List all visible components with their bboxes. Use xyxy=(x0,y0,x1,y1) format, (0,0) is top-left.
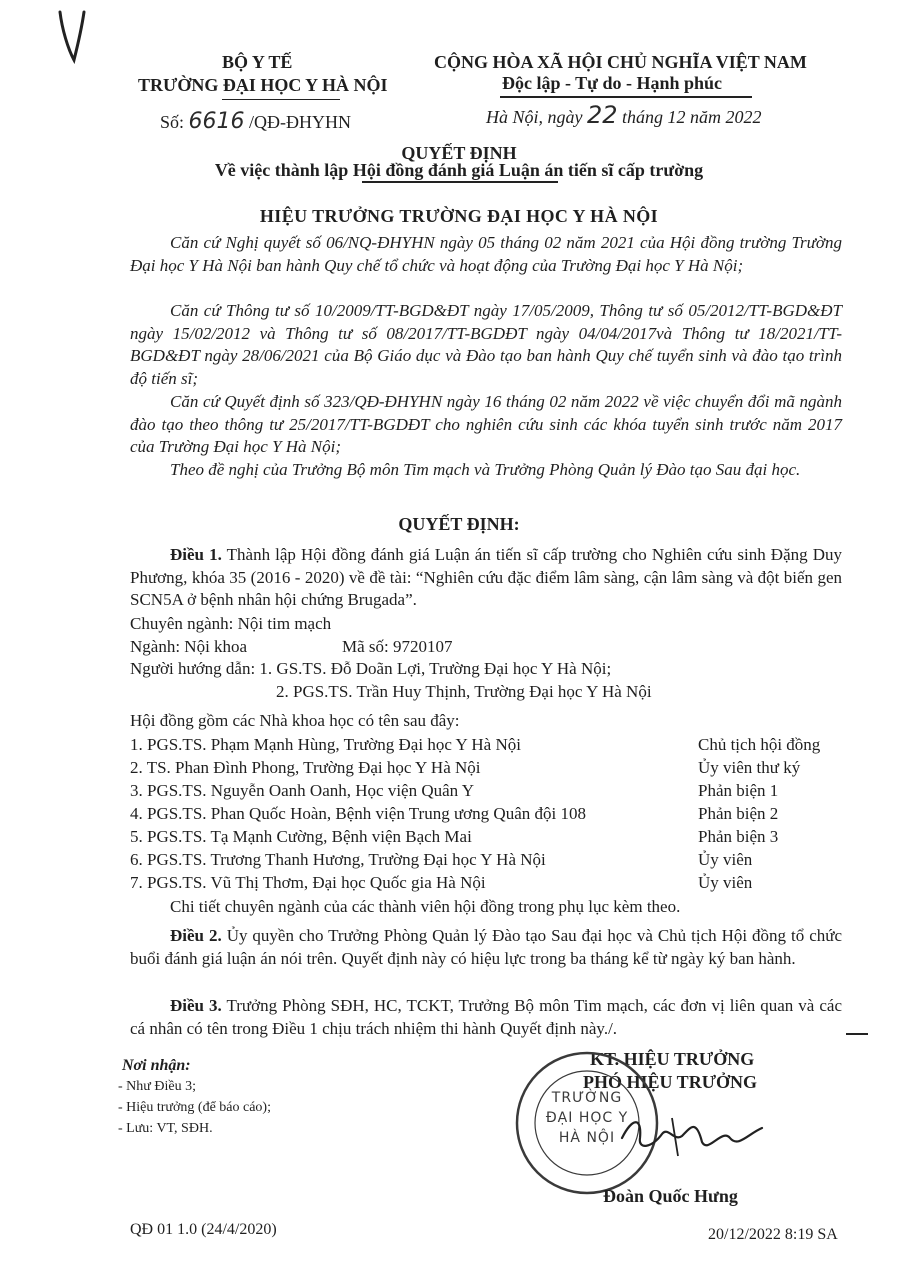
document-number xyxy=(160,109,351,134)
article-1 xyxy=(130,544,842,612)
appendix-note: Chi tiết chuyên ngành của các thành viên hội đồng trong phụ lục kèm theo. xyxy=(170,897,681,916)
field-code: Mã số: 9720107 xyxy=(342,637,453,656)
signature-line-2: PHÓ HIỆU TRƯỞNG xyxy=(583,1072,758,1092)
member-name: 5. PGS.TS. Tạ Mạnh Cường, Bệnh viện Bạch Mai xyxy=(130,827,472,846)
member-role: Ủy viên thư ký xyxy=(698,758,801,777)
basis-paragraph-1: Căn cứ Nghị quyết số 06/NQ-ĐHYHN ngày 05 tháng 02 năm 2021 của Hội đồng trường Trường Đại học Y Hà Nội ban hành Quy chế tổ chức và hoạt động của Trường Đại học Y Hà Nội; xyxy=(130,233,842,275)
member-role: Phản biện 2 xyxy=(698,804,779,823)
ministry-name: BỘ Y TẾ xyxy=(222,52,293,72)
motto-underline xyxy=(500,96,752,98)
form-code: QĐ 01 1.0 (24/4/2020) xyxy=(130,1221,277,1238)
recipients-heading: Nơi nhận: xyxy=(122,1057,191,1074)
seal-text-line: HÀ NỘI xyxy=(558,1130,616,1146)
decision-heading: QUYẾT ĐỊNH: xyxy=(398,514,520,534)
basis-paragraph-4: Theo đề nghị của Trưởng Bộ môn Tim mạch và Trưởng Phòng Quản lý Đào tạo Sau đại học. xyxy=(170,460,801,479)
member-role: Ủy viên xyxy=(698,850,753,869)
member-name: 7. PGS.TS. Vũ Thị Thơm, Đại học Quốc gia Hà Nội xyxy=(130,873,486,892)
article-1-label: Điều 1. xyxy=(170,545,222,564)
member-name: 1. PGS.TS. Phạm Mạnh Hùng, Trường Đại học Y Hà Nội xyxy=(130,735,521,754)
article-2-label: Điều 2. xyxy=(170,926,222,945)
date-day: 22 xyxy=(587,101,618,129)
council-member-row xyxy=(130,827,850,850)
document-title: QUYẾT ĐỊNH xyxy=(401,143,517,163)
recipient-item: - Lưu: VT, SĐH. xyxy=(118,1121,213,1136)
header-left-rule xyxy=(222,99,340,100)
issue-date xyxy=(486,101,762,129)
signer-name: Đoàn Quốc Hưng xyxy=(603,1186,738,1206)
member-name: 3. PGS.TS. Nguyễn Oanh Oanh, Học viện Quân Y xyxy=(130,781,475,800)
article-3 xyxy=(130,995,842,1040)
member-role: Phản biện 3 xyxy=(698,827,779,846)
council-member-row xyxy=(130,804,850,827)
basis-paragraph-3: Căn cứ Quyết định số 323/QĐ-ĐHYHN ngày 16 tháng 02 năm 2022 về việc chuyển đổi mã ngành đào tạo theo thông tư 25/2017/TT-BGDĐT cho nghiên cứu sinh các khóa tuyển sinh trước năm 2017 của Trường Đại học Y Hà Nội; xyxy=(130,392,842,456)
council-member-row xyxy=(130,873,850,896)
recipient-item: - Như Điều 3; xyxy=(118,1079,196,1094)
subject-underline xyxy=(362,181,558,183)
member-name: 4. PGS.TS. Phan Quốc Hoàn, Bệnh viện Trung ương Quân đội 108 xyxy=(130,804,586,823)
council-member-row xyxy=(130,781,850,804)
basis-paragraph-2: Căn cứ Thông tư số 10/2009/TT-BGD&ĐT ngày 17/05/2009, Thông tư số 05/2012/TT-BGD&ĐT ngày 15/02/2012 và Thông tư số 08/2017/TT-BGDĐT ngày 04/04/2017và Thông tư 18/2021/TT-BGD&ĐT ngày 28/06/2021 của Bộ Giáo dục và Đào tạo ban hành Quy chế tuyển sinh và đào tạo trình độ tiến sĩ; xyxy=(130,301,842,388)
issuing-authority: HIỆU TRƯỞNG TRƯỜNG ĐẠI HỌC Y HÀ NỘI xyxy=(259,206,659,226)
republic-name: CỘNG HÒA XÃ HỘI CHỦ NGHĨA VIỆT NAM xyxy=(434,52,807,72)
council-intro: Hội đồng gồm các Nhà khoa học có tên sau đây: xyxy=(130,711,460,730)
document-subject: Về việc thành lập Hội đồng đánh giá Luận án tiến sĩ cấp trường xyxy=(214,160,704,180)
council-member-row xyxy=(130,735,850,758)
date-suffix: tháng 12 năm 2022 xyxy=(622,107,762,127)
member-role: Phản biện 1 xyxy=(698,781,779,800)
member-role: Ủy viên xyxy=(698,873,753,892)
member-name: 6. PGS.TS. Trương Thanh Hương, Trường Đại học Y Hà Nội xyxy=(130,850,546,869)
number-value: 6616 xyxy=(188,109,245,134)
number-prefix: Số: xyxy=(160,112,185,132)
handwritten-signature xyxy=(612,1098,782,1168)
article-2 xyxy=(130,925,842,970)
advisor-2: 2. PGS.TS. Trần Huy Thịnh, Trường Đại học Y Hà Nội xyxy=(276,682,652,701)
member-role: Chủ tịch hội đồng xyxy=(698,735,821,754)
recipient-item: - Hiệu trưởng (để báo cáo); xyxy=(118,1100,271,1115)
advisor-1: Người hướng dẫn: 1. GS.TS. Đỗ Doãn Lợi, Trường Đại học Y Hà Nội; xyxy=(130,659,612,678)
school-name: TRƯỜNG ĐẠI HỌC Y HÀ NỘI xyxy=(138,75,388,95)
article-1-text: Thành lập Hội đồng đánh giá Luận án tiến sĩ cấp trường cho Nghiên cứu sinh Đặng Duy Phương, khóa 35 (2016 - 2020) về đề tài: “Nghiên cứu đặc điểm lâm sàng, cận lâm sàng và đột biến gen SCN5A ở bệnh nhân hội chứng Brugada”. xyxy=(130,545,842,609)
seal-text-line: TRƯỜNG xyxy=(551,1090,623,1106)
end-dash xyxy=(846,1033,868,1035)
council-member-row xyxy=(130,758,850,781)
number-suffix: /QĐ-ĐHYHN xyxy=(249,112,352,132)
article-3-text: Trưởng Phòng SĐH, HC, TCKT, Trưởng Bộ môn Tim mạch, các đơn vị liên quan và các cá nhân có tên trong Điều 1 chịu trách nhiệm thi hành Quyết định này./. xyxy=(130,996,842,1038)
field: Ngành: Nội khoa xyxy=(130,637,248,656)
article-3-label: Điều 3. xyxy=(170,996,222,1015)
handwritten-mark-icon xyxy=(52,4,92,64)
article-2-text: Ủy quyền cho Trưởng Phòng Quản lý Đào tạo Sau đại học và Chủ tịch Hội đồng tổ chức buổi đánh giá luận án nói trên. Quyết định này có hiệu lực trong ba tháng kể từ ngày ký ban hành. xyxy=(130,926,843,968)
member-name: 2. TS. Phan Đình Phong, Trường Đại học Y Hà Nội xyxy=(130,758,481,777)
specialty: Chuyên ngành: Nội tim mạch xyxy=(130,614,332,633)
national-motto: Độc lập - Tự do - Hạnh phúc xyxy=(502,73,723,93)
date-prefix: Hà Nội, ngày xyxy=(486,107,583,127)
seal-text-line: ĐẠI HỌC Y xyxy=(545,1110,629,1126)
council-member-row xyxy=(130,850,850,873)
signature-line-1: KT. HIỆU TRƯỞNG xyxy=(590,1049,755,1069)
print-timestamp: 20/12/2022 8:19 SA xyxy=(708,1226,838,1243)
